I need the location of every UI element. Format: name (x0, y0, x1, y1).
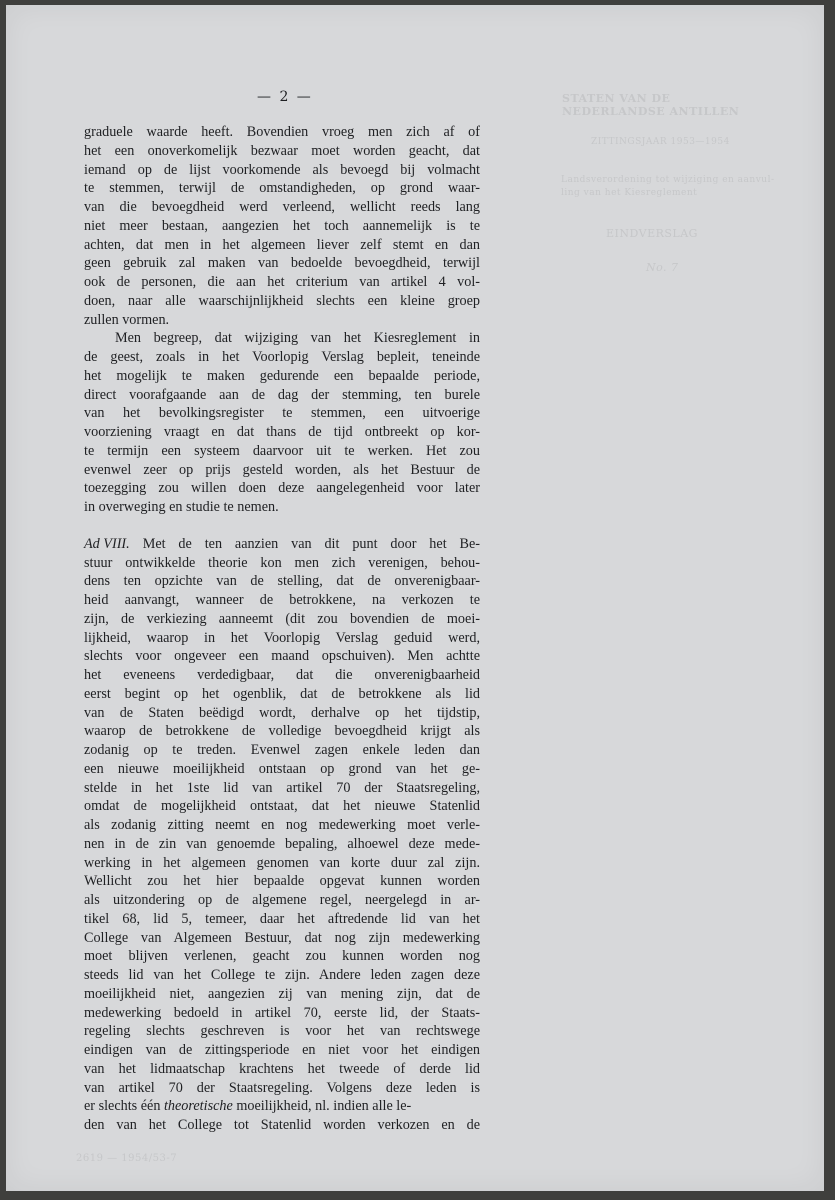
text-line: toezegging zou willen doen deze aangelegenheid voor later (84, 480, 480, 497)
text-line (84, 535, 480, 554)
text-line: slechts voor ongeveer een maand opschuiven). Men achtte (84, 648, 480, 665)
page-number: — 2 — (257, 89, 313, 105)
text-line: omdat de mogelijkheid ontstaat, dat het nieuwe Statenlid (84, 798, 480, 815)
bleed-through-text: NEDERLANDSE ANTILLEN (562, 105, 740, 118)
text-line: regeling slechts geschreven is voor het van rechtswege (84, 1023, 480, 1040)
text-line: moeilijkheid niet, aangezien zij van mening zijn, dat de (84, 985, 480, 1002)
text-line: niet meer bestaan, aangezien het toch aannemelijk is te (84, 217, 480, 234)
text-line: het een onoverkomelijk bezwaar moet worden geacht, dat (84, 142, 480, 159)
bleed-through-text: ling van het Kiesreglement (561, 188, 698, 198)
text-line: iemand op de lijst voorkomende als bevoegd bij volmacht (84, 161, 480, 178)
text-line: heid aanvangt, wanneer de betrokkene, na verkozen te (84, 592, 480, 608)
text-line: als zodanig zitting neemt en nog medewerking moet verle- (84, 817, 480, 833)
text-line: evenwel zeer op prijs gesteld worden, als het Bestuur de (84, 461, 480, 478)
body-text (84, 123, 480, 1135)
text-line: medewerking bedoeld in artikel 70, eerste lid, der Staats- (84, 1004, 480, 1021)
text-line: eerst begint op het ogenblik, dat de betrokkene als lid (84, 685, 480, 702)
text-line: direct voorafgaande aan de dag der stemming, ten burele (84, 386, 480, 403)
text-line: van de Staten beëdigd wordt, derhalve op het tijdstip, (84, 704, 480, 721)
text-line: te stemmen, terwijl de omstandigheden, op grond waar- (84, 180, 480, 197)
text-line: in overweging en studie te nemen. (84, 499, 279, 515)
bleed-through-text: ZITTINGSJAAR 1953—1954 (591, 137, 730, 147)
text-line: van het lidmaatschap krachtens het tweede of derde lid (84, 1060, 480, 1077)
text-line: Men begreep, dat wijziging van het Kiesreglement in (115, 330, 480, 347)
text-line: het eveneens verdedigbaar, dat die onverenigbaarheid (84, 667, 480, 683)
text-line: ook de personen, die aan het criterium van artikel 4 vol- (84, 274, 480, 290)
text-line: als uitzondering op de algemene regel, neergelegd in ar- (84, 892, 480, 908)
text-line: de geest, zoals in het Voorlopig Verslag bepleit, teneinde (84, 349, 480, 365)
text-line: zullen vormen. (84, 311, 170, 328)
text-line: den van het College tot Statenlid worden verkozen en de (84, 1117, 480, 1133)
text-line: waarop de betrokkene de volledige bevoegdheid krijgt als (84, 723, 480, 740)
text-line: steeds lid van het College te zijn. Andere leden zagen deze (84, 967, 480, 983)
text-line: geen gebruik zal maken van bedoelde bevoegdheid, terwijl (84, 255, 480, 272)
text-line: stelde in het 1ste lid van artikel 70 der Staatsregeling, (84, 779, 480, 796)
text-line: van die bevoegdheid werd verleend, wellicht reeds lang (84, 199, 480, 215)
text-line: zijn, de verkiezing aanneemt (dit zou bovendien de moei- (84, 610, 480, 627)
text-line: dens ten opzichte van de stelling, dat de onverenigbaar- (84, 573, 480, 590)
text-line (84, 1097, 480, 1116)
paragraph-1 (84, 123, 480, 329)
text-line: zodanig op te treden. Evenwel zagen enkele leden dan (84, 742, 480, 758)
text-line: werking in het algemeen genomen van korte duur zal zijn. (84, 854, 480, 871)
bleed-through-text: Landsverordening tot wijziging en aanvul- (561, 175, 775, 185)
section-label: Ad VIII. (84, 535, 130, 552)
bleed-through-text: EINDVERSLAG (606, 227, 698, 240)
paragraph-ad-viii (84, 535, 480, 1135)
text-line-rest: Met de ten aanzien van dit punt door het Be- (142, 535, 480, 552)
text-line: van het bevolkingsregister te stemmen, een uitvoerige (84, 405, 480, 422)
text-line: achten, dat men in het algemeen liever zelf stemt en dan (84, 236, 480, 253)
text-line: doen, naar alle waarschijnlijkheid slechts een kleine groep (84, 292, 480, 309)
text-line: Wellicht zou het hier bepaalde opgevat kunnen worden (84, 873, 480, 890)
bleed-through-text: No. 7 (646, 261, 679, 274)
bleed-through-text: 2619 — 1954/53-7 (76, 1153, 178, 1164)
text-fragment: er slechts één theoretische moeilijkheid, nl. indien alle le- (84, 1098, 412, 1115)
text-line: tikel 68, lid 5, temeer, daar het aftredende lid van het (84, 910, 480, 927)
text-line: College van Algemeen Bestuur, dat nog zijn medewerking (84, 929, 480, 946)
italic-term: theoretische (163, 1098, 233, 1115)
text-line: voorziening vraagt en dat thans de tijd ontbreekt op kor- (84, 424, 480, 440)
text-line: lijkheid, waarop in het Voorlopig Verslag geduid werd, (84, 629, 480, 646)
text-line: van artikel 70 der Staatsregeling. Volgens deze leden is (84, 1079, 480, 1096)
text-line: een nieuwe moeilijkheid ontstaan op grond van het ge- (84, 760, 480, 777)
text-line: eindigen van de zittingsperiode en niet voor het eindigen (84, 1042, 480, 1058)
text-line: nen in de zin van genoemde bepaling, alhoewel deze mede- (84, 835, 480, 852)
bleed-through-text: STATEN VAN DE (562, 92, 671, 105)
text-line: te termijn een systeem daarvoor uit te werken. Het zou (84, 442, 480, 459)
paragraph-gap (84, 517, 480, 535)
text-line: moet blijven verlenen, geacht zou kunnen worden nog (84, 948, 480, 965)
text-line: het mogelijk te maken gedurende een bepaalde periode, (84, 367, 480, 384)
document-page (6, 5, 824, 1191)
paragraph-2 (84, 329, 480, 517)
text-line: graduele waarde heeft. Bovendien vroeg men zich af of (84, 124, 480, 140)
text-line: stuur ontwikkelde theorie kon men zich verenigen, behou- (84, 554, 480, 571)
